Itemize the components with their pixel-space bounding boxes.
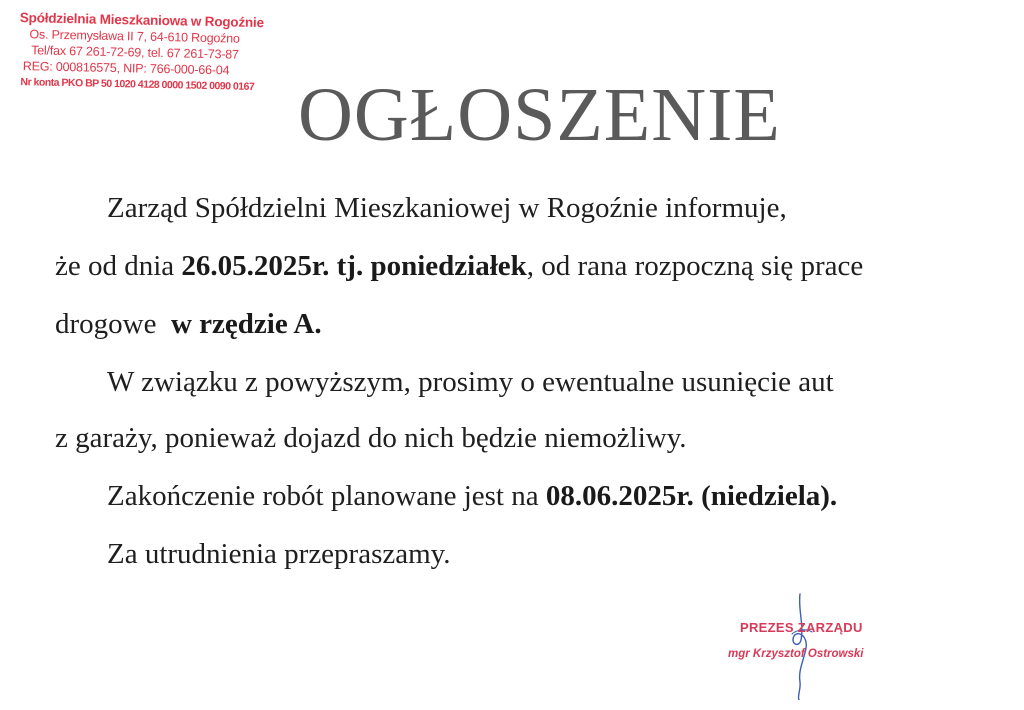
line-text: , od rana rozpoczną się prace (526, 250, 864, 282)
organization-stamp (16, 10, 268, 95)
line-text: drogowe (55, 308, 171, 340)
location: w rzędzie A. (170, 308, 322, 340)
announcement-line-1: Zarząd Spółdzielni Mieszkaniowej w Rogoźnie informuje, (107, 192, 787, 224)
handwritten-signature (722, 590, 922, 700)
announcement-line-2 (55, 248, 863, 284)
signature-name: mgr Krzysztof Ostrowski (728, 648, 864, 660)
stamp-address: Os. Przemysława II 7, 64-610 Rogoźno (29, 27, 240, 46)
announcement-line-4: W związku z powyższym, prosimy o ewentualne usunięcie aut (107, 366, 834, 398)
announcement-line-6 (107, 478, 837, 514)
signature-title: PREZES ZARZĄDU (740, 620, 863, 635)
end-date: 08.06.2025r. (niedziela). (545, 480, 838, 512)
stamp-bank-account: Nr konta PKO BP 50 1020 4128 0000 1502 0090 0167 (20, 76, 255, 93)
announcement-line-7: Za utrudnienia przepraszamy. (107, 538, 451, 570)
line-text: że od dnia (55, 250, 182, 282)
line-text: Zakończenie robót planowane jest na (107, 480, 546, 512)
announcement-line-3 (55, 306, 322, 342)
start-date: 26.05.2025r. tj. poniedziałek (181, 250, 527, 282)
signature-block (722, 590, 922, 700)
stamp-registry: REG: 000816575, NIP: 766-000-66-04 (22, 59, 230, 78)
page-title: OGŁOSZENIE (298, 73, 781, 157)
stamp-org-name: Spółdzielnia Mieszkaniowa w Rogoźnie (19, 10, 265, 31)
stamp-phone: Tel/fax 67 261-72-69, tel. 67 261-73-87 (31, 43, 239, 62)
announcement-line-5: z garaży, ponieważ dojazd do nich będzie niemożliwy. (55, 422, 687, 454)
